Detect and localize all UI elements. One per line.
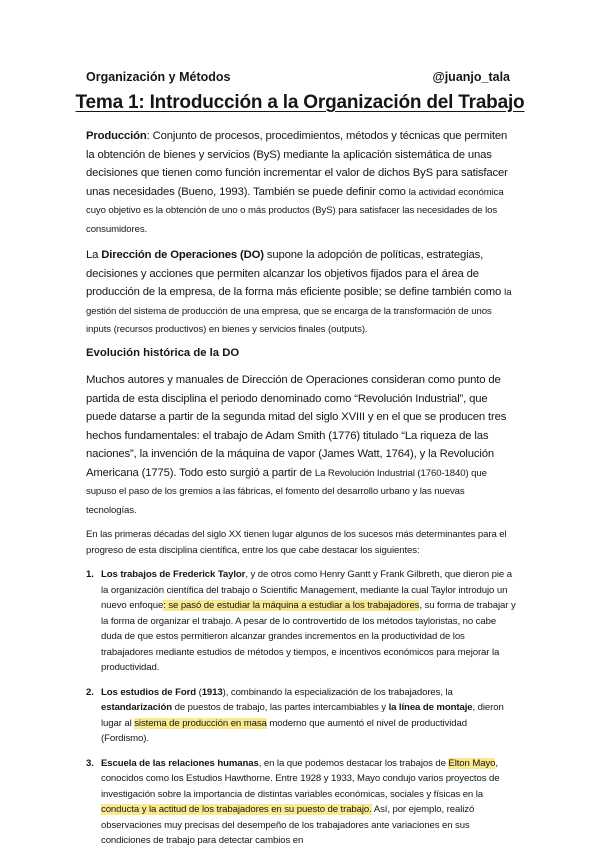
document-body — [86, 126, 516, 858]
paragraph-produccion: Producción: Conjunto de procesos, procedimientos, métodos y técnicas que permiten la obtención de bienes y servicios (ByS) mediante la aplicación sistemática de unas decisiones que tienen como función incrementar el valor de dichos ByS para satisfacer unas necesidades (Bueno, 1993). También se puede definir como la actividad económica cuyo objetivo es la obtención de uno o más productos (ByS) para satisfacer las necesidades de los consumidores. — [86, 130, 508, 235]
term-direccion-operaciones: Dirección de Operaciones (DO) — [101, 249, 264, 261]
author-handle: @juanjo_tala — [432, 70, 510, 84]
course-title: Organización y Métodos — [86, 70, 231, 84]
milestones-list — [86, 567, 516, 849]
list-item-taylor: 1. Los trabajos de Frederick Taylor, y de otros como Henry Gantt y Frank Gilbreth, que dieron pie a la organización científica del trabajo o Scientific Management, mediante la cual Taylor introdujo un nuevo enfoque: se pasó de estudiar la máquina a estudiar a los trabajadores, su forma de trabajar y la forma de organizar el trabajo. A pesar de lo controvertido de los métodos tayloristas, no cabe duda de que estos permitieron alcanzar grandes incrementos en la productividad de los trabajadores mediante estudios de métodos y tiempos, e incentivos económicos para mejorar la productividad. — [86, 569, 516, 673]
page-header — [86, 70, 510, 84]
page-title: Tema 1: Introducción a la Organización del Trabajo — [75, 92, 525, 113]
paragraph-evolucion: Muchos autores y manuales de Dirección de Operaciones consideran como punto de partida de esta disciplina el periodo denominado como “Revolución Industrial”, que puede datarse a partir de la segunda mitad del siglo XVIII y en el que se producen tres hechos fundamentales: el trabajo de Adam Smith (1776) titulado “La riqueza de las naciones”, la invención de la máquina de vapor (James Watt, 1764), y la Revolución Americana (1775). Todo esto surgió a partir de La Revolución Industrial (1760-1840) que supuso el paso de los gremios a las fábricas, el fomento del desarrollo urbano y las nuevas tecnologías. — [86, 374, 507, 516]
list-item-ford: 2. Los estudios de Ford (1913), combinando la especialización de los trabajadores, la estandarización de puestos de trabajo, las partes intercambiables y la línea de montaje, dieron lugar al sistema de producción en masa moderno que aumentó el nivel de productividad (Fordismo). — [86, 686, 504, 744]
term-produccion: Producción — [86, 130, 147, 142]
section-heading: Evolución histórica de la DO — [86, 346, 240, 359]
paragraph-direccion-operaciones: La Dirección de Operaciones (DO) supone la adopción de políticas, estrategias, decisiones y acciones que permiten alcanzar los objetivos fijados para el área de producción de la empresa, de la forma más eficiente posible; se define también como la gestión del sistema de producción de una empresa, que se encarga de la transformación de unos inputs (recursos productivos) en bienes y servicios finales (outputs). — [86, 249, 512, 335]
highlight-conducta: conducta y la actitud de los trabajadores en su puesto de trabajo. — [101, 804, 372, 815]
list-item-mayo: 3. Escuela de las relaciones humanas, en la que podemos destacar los trabajos de Elton Mayo, conocidos como los Estudios Hawthorne. Entre 1928 y 1933, Mayo condujo varios proyectos de investigación sobre la importancia de distintas variables económicas, sociales y físicas en la conducta y la actitud de los trabajadores en su puesto de trabajo. Así, por ejemplo, realizó observaciones muy precisas del desempeño de los trabajadores ante variaciones en sus condiciones de trabajo para detectar cambios en — [86, 757, 500, 846]
highlight-mayo: Elton Mayo — [448, 757, 496, 769]
paragraph-siglo-xx: En las primeras décadas del siglo XX tienen lugar algunos de los sucesos más determinantes para el progreso de esta disciplina científica, entre los que cabe destacar los siguientes: — [86, 529, 507, 556]
highlight-ford: sistema de producción en masa — [134, 717, 267, 729]
highlight-taylor: : se pasó de estudiar la máquina a estudiar a los trabajadores — [163, 600, 420, 611]
